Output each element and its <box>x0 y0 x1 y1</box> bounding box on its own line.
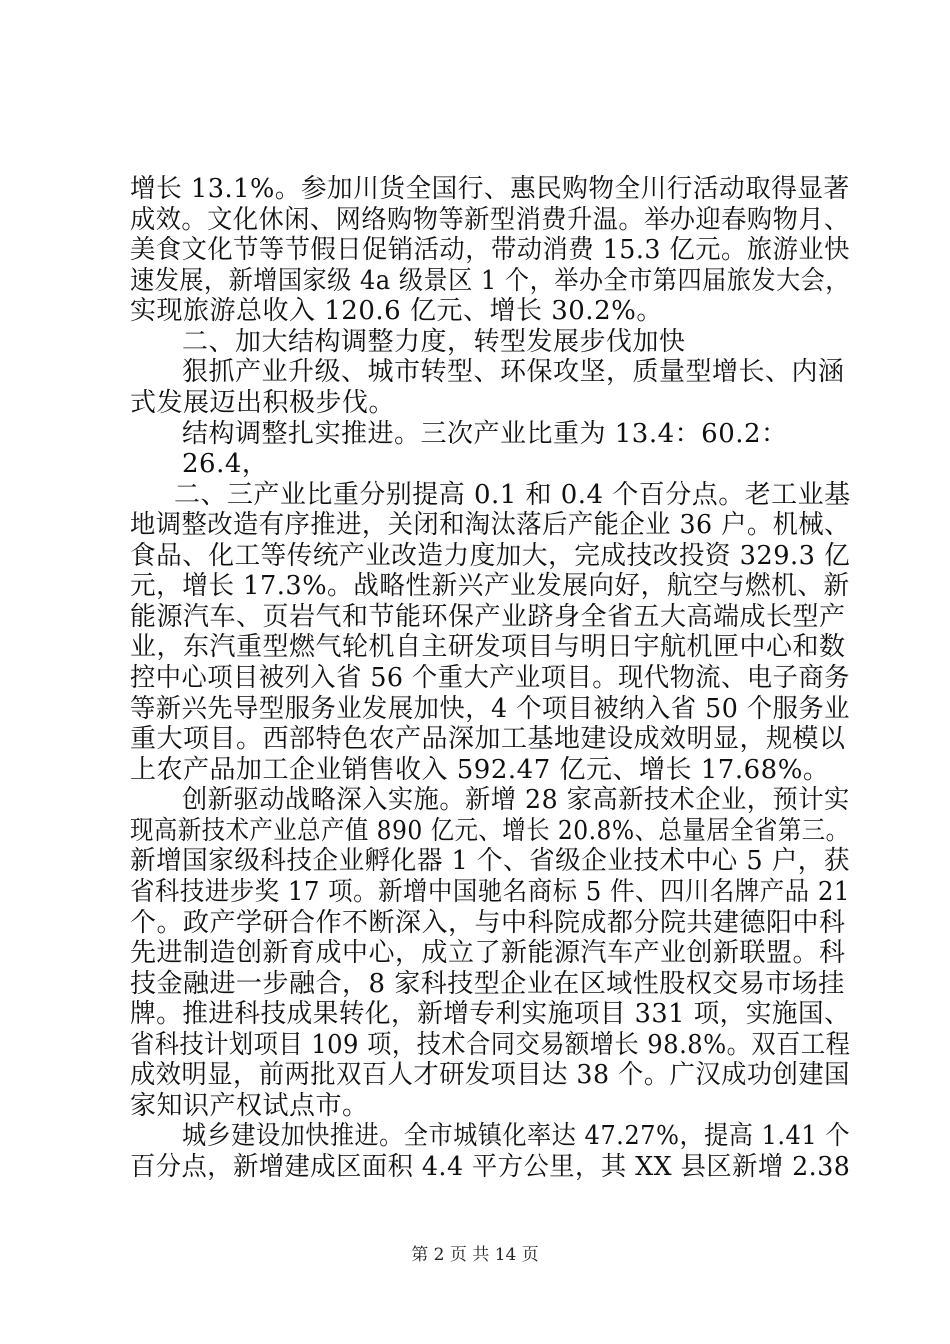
text-line: 省科技进步奖 17 项。新增中国驰名商标 5 件、四川名牌产品 21 <box>130 877 850 907</box>
section-heading: 二、加大结构调整力度，转型发展步伐加快 <box>182 327 686 357</box>
text-line: 美食文化节等节假日促销活动，带动消费 15.3 亿元。旅游业快 <box>130 235 850 265</box>
page-footer: 第 2 页 共 14 页 <box>411 1245 539 1265</box>
text-line: 现高新技术产业总产值 890 亿元、增长 20.8%、总量居全省第三。 <box>130 816 850 846</box>
text-line: 食品、化工等传统产业改造力度加大，完成技改投资 329.3 亿 <box>130 541 851 571</box>
text-line: 二、三产业比重分别提高 0.1 和 0.4 个百分点。老工业基 <box>174 480 851 510</box>
text-line: 家知识产权试点市。 <box>130 1091 369 1121</box>
text-line: 控中心项目被列入省 56 个重大产业项目。现代物流、电子商务 <box>130 663 850 693</box>
text-line: 百分点，新增建成区面积 4.4 平方公里，其 XX 县区新增 2.38 <box>130 1152 851 1182</box>
text-line: 牌。推进科技成果转化，新增专利实施项目 331 项，实施国、 <box>130 999 851 1029</box>
text-line: 26.4， <box>182 449 269 479</box>
text-line: 城乡建设加快推进。全市城镇化率达 47.27%，提高 1.41 个 <box>182 1121 851 1151</box>
text-line: 地调整改造有序推进，关闭和淘汰落后产能企业 36 户。机械、 <box>130 510 850 540</box>
text-line: 业，东汽重型燃气轮机自主研发项目与明日宇航机匣中心和数 <box>130 632 846 662</box>
text-line: 元，增长 17.3%。战略性新兴产业发展向好，航空与燃机、新 <box>130 571 850 601</box>
text-line: 个。政产学研合作不断深入，与中科院成都分院共建德阳中科 <box>130 908 846 938</box>
text-line: 成效。文化休闲、网络购物等新型消费升温。举办迎春购物月、 <box>130 205 850 235</box>
text-line: 增长 13.1%。参加川货全国行、惠民购物全川行活动取得显著 <box>130 174 850 204</box>
text-line: 等新兴先导型服务业发展加快，4 个项目被纳入省 50 个服务业 <box>130 694 850 724</box>
text-line: 省科技计划项目 109 项，技术合同交易额增长 98.8%。双百工程 <box>130 1030 851 1060</box>
text-line: 技金融进一步融合，8 家科技型企业在区域性股权交易市场挂 <box>130 969 845 999</box>
text-line: 新增国家级科技企业孵化器 1 个、省级企业技术中心 5 户，获 <box>130 846 850 876</box>
text-line: 能源汽车、页岩气和节能环保产业跻身全省五大高端成长型产 <box>130 602 846 632</box>
text-line: 先进制造创新育成中心，成立了新能源汽车产业创新联盟。科 <box>130 938 846 968</box>
text-line: 实现旅游总收入 120.6 亿元、增长 30.2%。 <box>130 296 663 326</box>
text-line: 创新驱动战略深入实施。新增 28 家高新技术企业，预计实 <box>182 785 850 815</box>
text-line: 速发展，新增国家级 4a 级景区 1 个，举办全市第四届旅发大会， <box>130 266 850 296</box>
text-line: 式发展迈出积极步伐。 <box>130 388 396 418</box>
text-line: 重大项目。西部特色农产品深加工基地建设成效明显，规模以 <box>130 724 846 754</box>
text-line: 狠抓产业升级、城市转型、环保攻坚，质量型增长、内涵 <box>182 357 845 387</box>
text-line: 上农产品加工企业销售收入 592.47 亿元、增长 17.68%。 <box>130 755 830 785</box>
text-line: 结构调整扎实推进。三次产业比重为 13.4：60.2： <box>182 419 788 449</box>
text-line: 成效明显，前两批双百人才研发项目达 38 个。广汉成功创建国 <box>130 1060 850 1090</box>
